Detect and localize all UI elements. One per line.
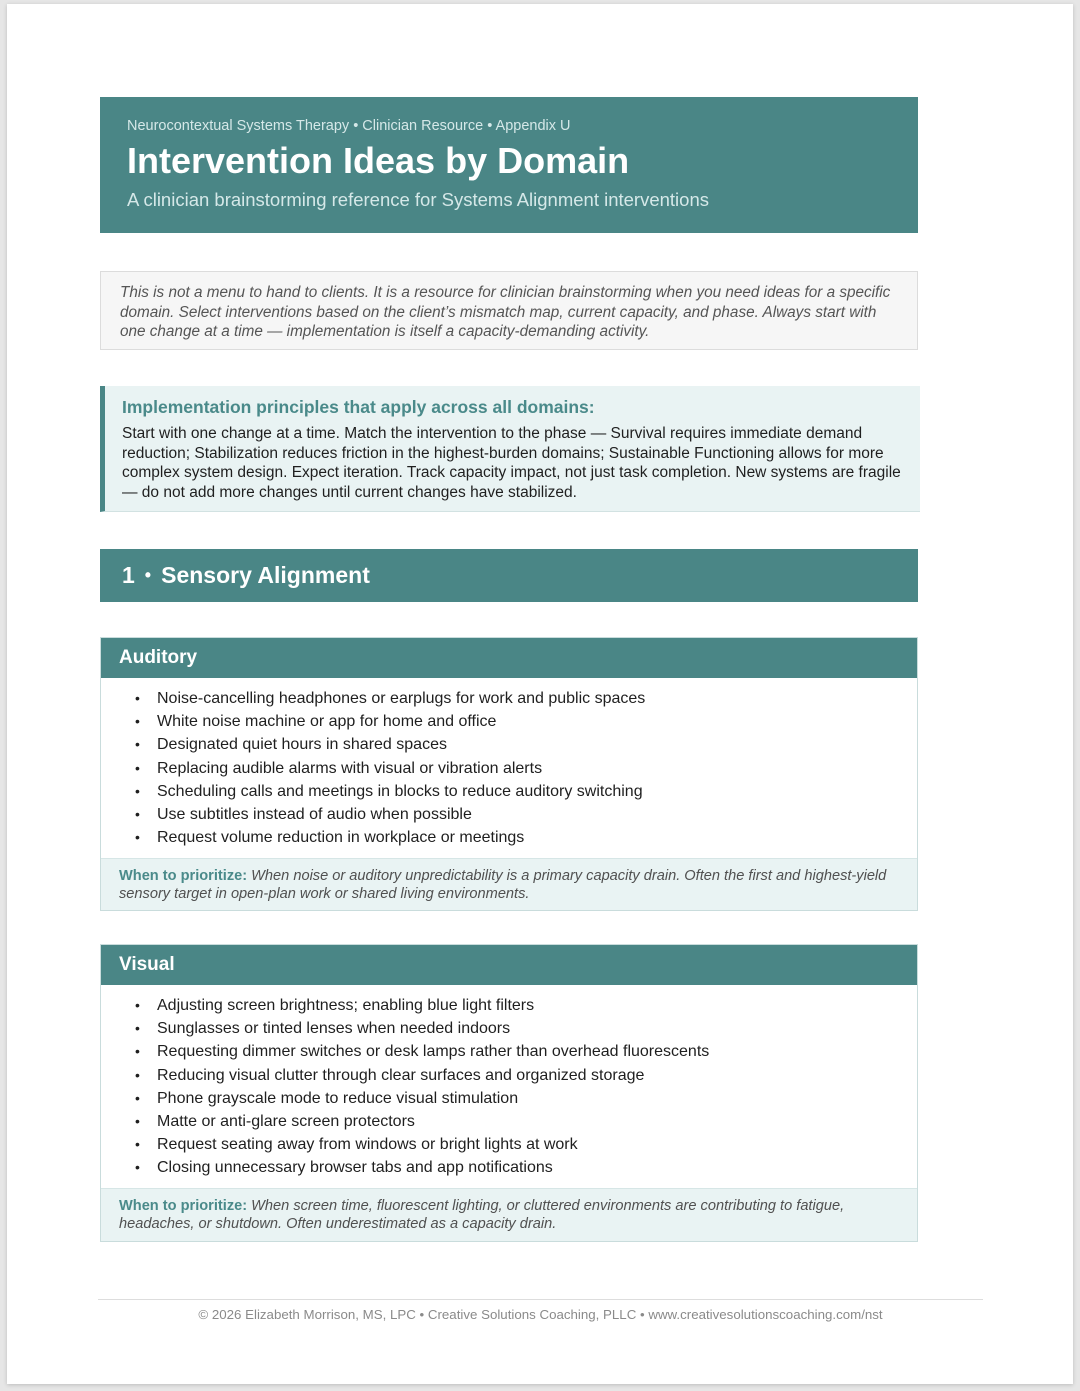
section-number: 1 xyxy=(122,562,135,588)
list-item: • Adjusting screen brightness; enabling blue light filters xyxy=(101,994,917,1017)
list-item: • Requesting dimmer switches or desk lamps rather than overhead fluorescents xyxy=(101,1040,917,1063)
section-title: Sensory Alignment xyxy=(161,562,370,588)
list-item: • Sunglasses or tinted lenses when needed indoors xyxy=(101,1017,917,1040)
bullet-icon: • xyxy=(135,1113,140,1130)
card-title: Visual xyxy=(101,945,917,985)
bullet-icon: • xyxy=(135,1043,140,1060)
disclaimer-box: This is not a menu to hand to clients. It is a resource for clinician brainstorming when you need ideas for a specific domain. Select interventions based on the client’s mismatch map, current capacity, and phase. Always start with one change at a time — implementation is itself a capacity-demanding activity. xyxy=(100,271,918,350)
card-visual xyxy=(100,944,918,1242)
list-item: • Closing unnecessary browser tabs and app notifications xyxy=(101,1156,917,1179)
list-item: • Matte or anti-glare screen protectors xyxy=(101,1110,917,1133)
principles-title: Implementation principles that apply across all domains: xyxy=(122,397,595,417)
intervention-list xyxy=(101,678,917,849)
card-auditory xyxy=(100,637,918,911)
when-to-prioritize xyxy=(101,1188,917,1241)
list-item: • Reducing visual clutter through clear surfaces and organized storage xyxy=(101,1064,917,1087)
bullet-icon: • xyxy=(135,829,140,846)
list-item: • Use subtitles instead of audio when possible xyxy=(101,803,917,826)
list-item: • Request volume reduction in workplace or meetings xyxy=(101,826,917,849)
prioritize-text: When screen time, fluorescent lighting, or cluttered environments are contributing to fatigue, headaches, or shutdown. Often underestimated as a capacity drain. xyxy=(119,1198,845,1232)
banner-kicker: Neurocontextual Systems Therapy • Clinician Resource • Appendix U xyxy=(127,118,571,134)
list-item: • White noise machine or app for home and office xyxy=(101,710,917,733)
prioritize-label: When to prioritize: xyxy=(119,868,248,884)
card-title: Auditory xyxy=(101,638,917,678)
prioritize-text: When noise or auditory unpredictability is a primary capacity drain. Often the first and highest-yield sensory target in open-plan work or shared living environments. xyxy=(119,868,887,902)
prioritize-label: When to prioritize: xyxy=(119,1198,248,1214)
section-separator: • xyxy=(144,565,152,585)
title-banner xyxy=(100,97,918,233)
footer-divider xyxy=(98,1299,983,1300)
list-item: • Noise-cancelling headphones or earplugs for work and public spaces xyxy=(101,687,917,710)
when-to-prioritize xyxy=(101,858,917,910)
list-item: • Phone grayscale mode to reduce visual stimulation xyxy=(101,1087,917,1110)
bullet-icon: • xyxy=(135,1159,140,1176)
document-page xyxy=(7,4,1073,1384)
list-item: • Request seating away from windows or bright lights at work xyxy=(101,1133,917,1156)
intervention-list xyxy=(101,985,917,1180)
bullet-icon: • xyxy=(135,690,140,706)
page-title: Intervention Ideas by Domain xyxy=(127,140,630,181)
list-item: • Designated quiet hours in shared spaces xyxy=(101,733,917,756)
section-header-sensory-alignment xyxy=(100,549,918,602)
bullet-icon: • xyxy=(135,782,140,799)
bullet-icon: • xyxy=(135,736,140,753)
bullet-icon: • xyxy=(135,713,140,730)
bullet-icon: • xyxy=(135,1066,140,1083)
bullet-icon: • xyxy=(135,759,140,776)
principles-body: Start with one change at a time. Match the intervention to the phase — Survival requires immediate demand reduction; Stabilization reduces friction in the highest-burden domains; Sustainable Functioning allows for more complex system design. Expect iteration. Track capacity impact, not just task completion. New systems are fragile — do not add more changes until current changes have stabilized. xyxy=(122,425,901,501)
bullet-icon: • xyxy=(135,1136,140,1153)
bullet-icon: • xyxy=(135,806,140,823)
list-item: • Replacing audible alarms with visual or vibration alerts xyxy=(101,757,917,780)
bullet-icon: • xyxy=(135,997,140,1013)
list-item: • Scheduling calls and meetings in blocks to reduce auditory switching xyxy=(101,780,917,803)
principles-callout xyxy=(100,386,920,512)
bullet-icon: • xyxy=(135,1020,140,1037)
page-subtitle: A clinician brainstorming reference for Systems Alignment interventions xyxy=(127,189,709,210)
bullet-icon: • xyxy=(135,1089,140,1106)
footer-copyright: © 2026 Elizabeth Morrison, MS, LPC • Creative Solutions Coaching, PLLC • www.creativesolutionscoaching.com/nst xyxy=(198,1307,883,1322)
